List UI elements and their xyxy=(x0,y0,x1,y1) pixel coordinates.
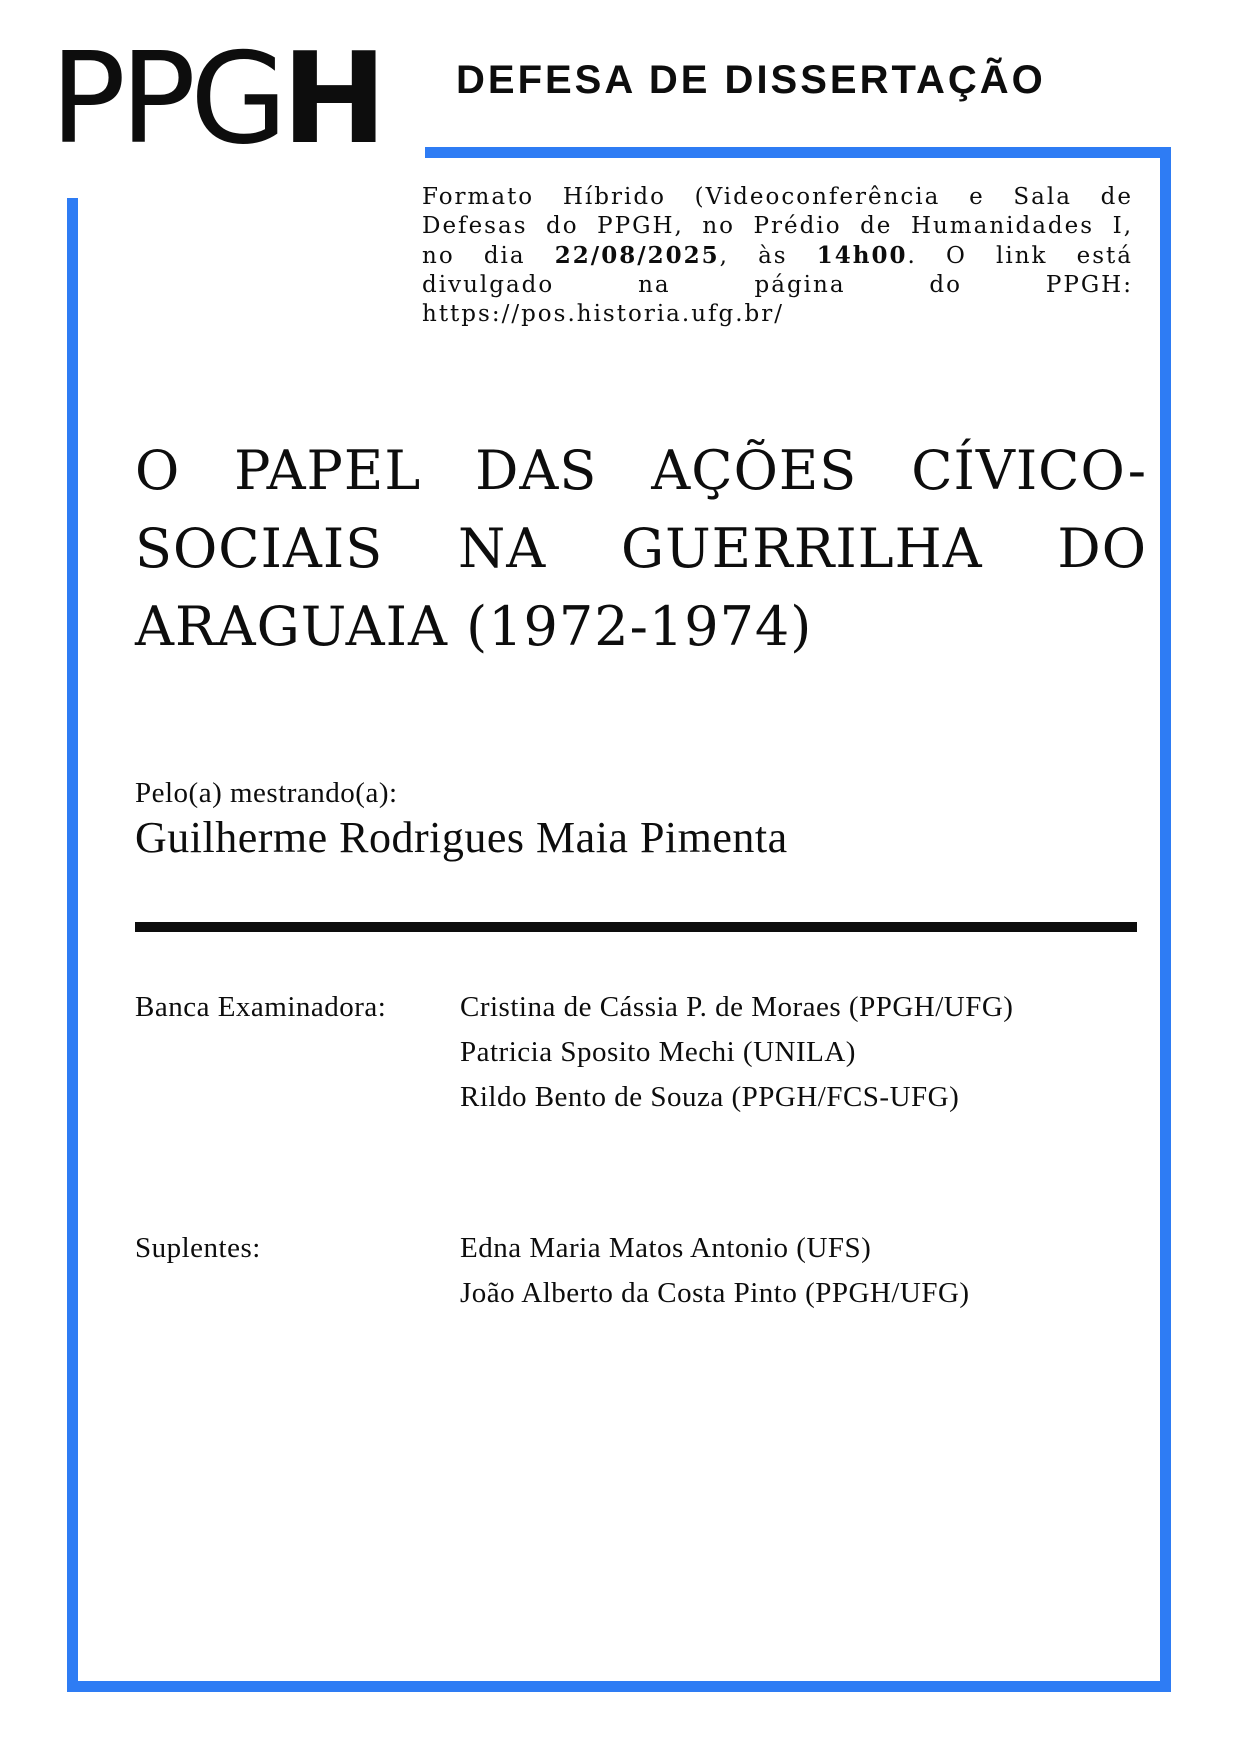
substitute-member: Edna Maria Matos Antonio (UFS) xyxy=(460,1232,872,1264)
ppgh-logo xyxy=(50,25,382,172)
committee-section xyxy=(135,985,1013,1120)
committee-members xyxy=(460,985,1013,1120)
substitutes-section xyxy=(135,1226,970,1316)
substitutes-label: Suplentes: xyxy=(135,1232,261,1264)
event-info-line: Defesas do PPGH, no Prédio de Humanidades I, xyxy=(422,213,1133,239)
student-name: Guilherme Rodrigues Maia Pimenta xyxy=(135,813,788,862)
event-info-line: divulgado na página do PPGH: xyxy=(422,272,1133,298)
dissertation-title-line: O PAPEL DAS AÇÕES CÍVICO- xyxy=(135,439,1147,502)
dissertation-title xyxy=(135,432,1147,666)
committee-member: Cristina de Cássia P. de Moraes (PPGH/UFG) xyxy=(460,991,1014,1023)
committee-member: Patricia Sposito Mechi (UNILA) xyxy=(460,1036,856,1068)
committee-label: Banca Examinadora: xyxy=(135,991,387,1023)
event-info-line: Formato Híbrido (Videoconferência e Sala de xyxy=(422,184,1133,210)
substitute-member: João Alberto da Costa Pinto (PPGH/UFG) xyxy=(460,1277,970,1309)
page-title: DEFESA DE DISSERTAÇÃO xyxy=(456,58,1046,102)
frame-top-border xyxy=(425,147,1171,158)
committee-member: Rildo Bento de Souza (PPGH/FCS-UFG) xyxy=(460,1081,960,1113)
student-label: Pelo(a) mestrando(a): xyxy=(135,777,398,809)
dissertation-title-line: SOCIAIS NA GUERRILHA DO xyxy=(135,517,1147,580)
frame-bottom-border xyxy=(67,1681,1171,1692)
event-info-line: no dia 22/08/2025, às 14h00. O link está xyxy=(422,242,1133,269)
event-info-line: https://pos.historia.ufg.br/ xyxy=(422,301,785,327)
ppgh-logo-bold: H xyxy=(281,25,382,172)
frame-right-border xyxy=(1160,147,1171,1692)
ppgh-logo-regular: PPG xyxy=(50,25,282,172)
dissertation-title-line: ARAGUAIA (1972-1974) xyxy=(135,595,813,658)
divider-rule xyxy=(135,922,1137,932)
frame-left-border xyxy=(67,198,78,1692)
event-info-paragraph xyxy=(422,183,1133,329)
substitute-members xyxy=(460,1226,970,1316)
